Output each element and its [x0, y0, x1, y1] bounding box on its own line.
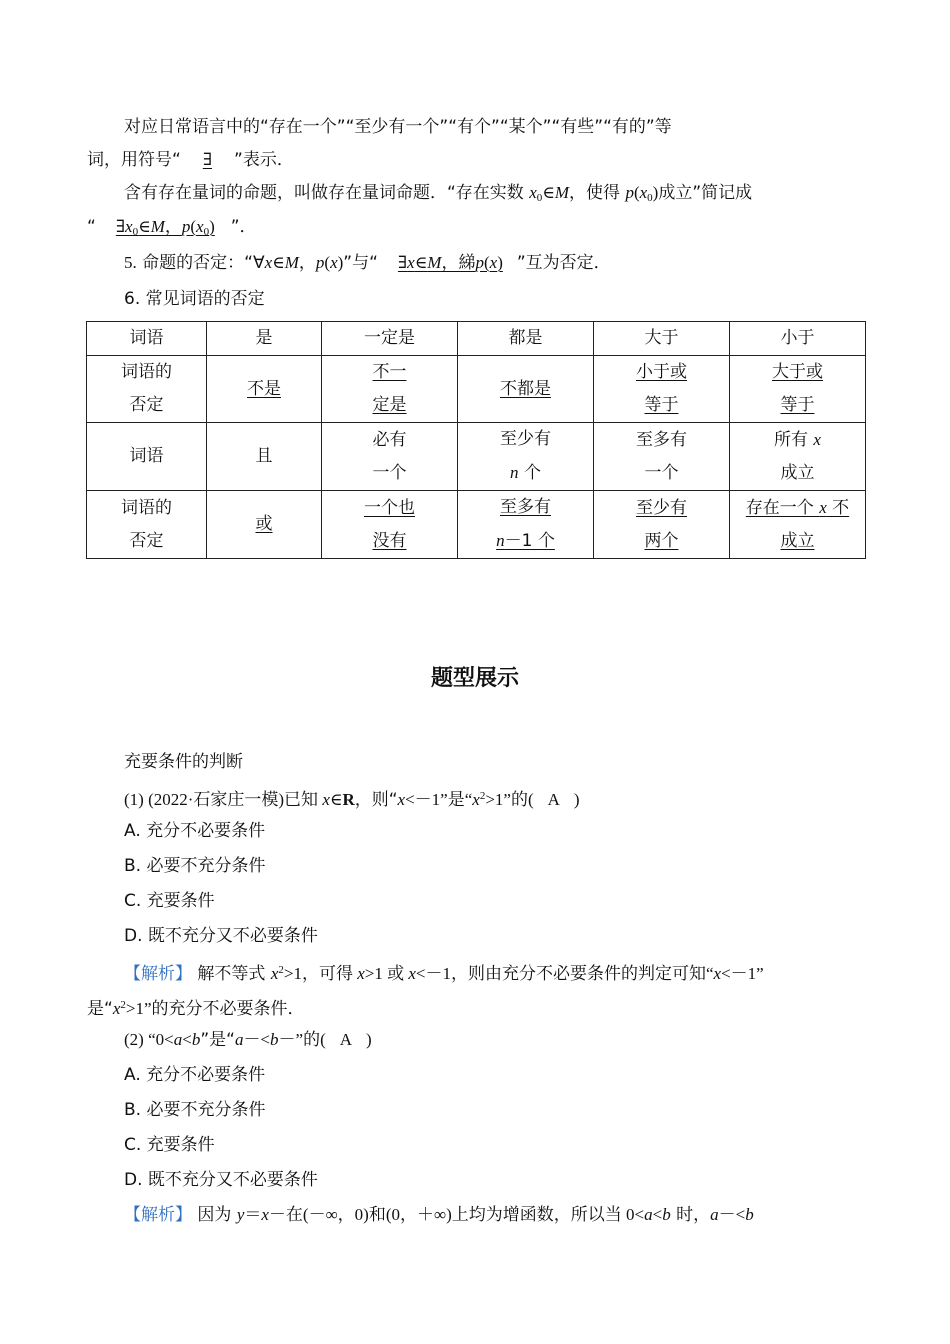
- math-var: x: [489, 253, 498, 272]
- math-sym: ＝: [244, 1205, 262, 1224]
- cell-answer: 小于或: [636, 362, 687, 382]
- math-var: x: [813, 430, 821, 449]
- blank-answer: ∃: [202, 150, 213, 169]
- table-cell: [322, 491, 458, 559]
- table-cell: [730, 423, 866, 491]
- text-span: ”表示．: [234, 150, 294, 170]
- table-row: [87, 423, 866, 491]
- math-var: p: [625, 183, 634, 202]
- table-cell: 且: [207, 423, 322, 491]
- text-span: ，: [298, 253, 316, 273]
- text-line: [124, 181, 752, 210]
- table-cell: [730, 491, 866, 559]
- text-span: －在(－∞，0)和(0，＋∞)上均为增函数，所以当 0<: [268, 1205, 645, 1224]
- cell-line: [458, 456, 593, 490]
- math-sup: 2: [120, 999, 126, 1011]
- option-c: C. 充要条件: [124, 1135, 215, 1155]
- math-var: M: [150, 217, 165, 236]
- cell-line: 否定: [129, 395, 164, 415]
- section-heading: 题型展示: [430, 666, 519, 691]
- math-sym: (: [190, 217, 197, 236]
- table-cell: [87, 491, 207, 559]
- math-var: x: [322, 790, 330, 809]
- math-var: p: [475, 253, 484, 272]
- cell-answer: 不是: [247, 378, 281, 399]
- cell-answer: 等于: [644, 395, 679, 415]
- option-b: B. 必要不充分条件: [124, 856, 266, 876]
- math-sym: －<: [243, 1030, 271, 1049]
- cell-answer: 或: [255, 514, 273, 534]
- table-row: [87, 322, 866, 356]
- text-span: 命题的否定：“∀: [136, 253, 265, 273]
- text-span: ”．: [230, 217, 257, 237]
- text-line: [87, 148, 294, 172]
- cell-line: 至少有: [500, 429, 551, 449]
- text-span: －1 个: [504, 531, 555, 551]
- table-cell: [322, 356, 458, 423]
- option-b: B. 必要不充分条件: [124, 1100, 266, 1120]
- cell-answer: [458, 524, 593, 558]
- text-span: 词，用符号“: [87, 150, 181, 170]
- math-var: a: [644, 1205, 653, 1224]
- math-var: x: [264, 253, 273, 272]
- math-var: x: [270, 964, 279, 983]
- text-span: 存在一个: [745, 498, 820, 518]
- cell-line: 一个: [372, 462, 407, 483]
- cell-answer: 等于: [780, 395, 815, 415]
- text-span: 解不等式: [192, 964, 271, 984]
- text-span: 不: [826, 498, 850, 518]
- math-var: x: [330, 253, 338, 272]
- math-var: y: [236, 1205, 245, 1224]
- math-sub: 0: [132, 226, 139, 238]
- negation-table: [86, 321, 866, 559]
- table-cell: [730, 356, 866, 423]
- text-span: >1”的充分不必要条件．: [125, 999, 305, 1018]
- text-span: <－1”: [721, 964, 764, 983]
- table-cell: [594, 491, 730, 559]
- math-var: a: [173, 1030, 183, 1049]
- section-title: 6. 常见词语的否定: [124, 289, 265, 309]
- text-span: 因为: [192, 1205, 237, 1225]
- table-cell: [458, 491, 594, 559]
- math-var: n: [510, 463, 519, 482]
- math-set: R: [342, 790, 355, 809]
- cell-answer: 没有: [372, 530, 407, 551]
- cell-line: 成立: [780, 463, 815, 483]
- math-var: M: [284, 253, 299, 272]
- table-cell: [207, 356, 322, 423]
- solution-1: [124, 958, 764, 986]
- option-a: A. 充分不必要条件: [124, 821, 266, 841]
- table-cell: [207, 491, 322, 559]
- table-cell: 大于: [594, 322, 730, 356]
- table-cell: 词语: [87, 322, 207, 356]
- text-span: 时，: [670, 1205, 711, 1225]
- math-sym: －<: [718, 1205, 746, 1224]
- table-cell: [322, 423, 458, 491]
- math-sub: 0: [203, 226, 210, 238]
- table-cell: [594, 356, 730, 423]
- math-var: b: [662, 1205, 671, 1224]
- option-d: D. 既不充分又不必要条件: [124, 1170, 318, 1190]
- text-span: 是“: [87, 999, 113, 1019]
- math-sym: ∈: [542, 183, 555, 202]
- item-number: 5.: [124, 253, 137, 272]
- text-span: >1，可得: [283, 964, 358, 983]
- text-span: ”互为否定．: [516, 253, 611, 273]
- blank-answer: [96, 217, 231, 237]
- text-span: >1 或: [364, 964, 409, 983]
- math-var: x: [713, 964, 722, 983]
- question-1: [124, 784, 580, 812]
- table-cell: [594, 423, 730, 491]
- math-var: x: [408, 964, 416, 983]
- table-cell: [87, 356, 207, 423]
- answer-choice: A: [339, 1030, 353, 1049]
- answer-choice: A: [547, 790, 560, 809]
- cell-answer: 定是: [372, 395, 407, 415]
- math-sym: ): [337, 253, 344, 272]
- text-span: <－1，则由充分不必要条件的判定可知“: [415, 964, 714, 983]
- text-line: [87, 215, 257, 244]
- math-sym: ∈: [272, 253, 285, 272]
- text-span: －”的(: [278, 1030, 326, 1049]
- math-sym: ∈: [329, 790, 343, 809]
- text-span: 所有: [774, 430, 814, 450]
- text-span: 个: [518, 463, 541, 483]
- text-span: <－1”是“: [405, 790, 473, 809]
- math-var: x: [397, 790, 406, 809]
- math-sym: <: [182, 1030, 192, 1049]
- math-var: p: [315, 253, 325, 272]
- table-cell: 都是: [458, 322, 594, 356]
- option-d: D. 既不充分又不必要条件: [124, 926, 318, 946]
- math-sym: ∃: [115, 217, 126, 236]
- text-span: ”是“: [200, 1030, 235, 1050]
- math-var: b: [191, 1030, 201, 1049]
- solution-tag: 【解析】: [124, 1205, 192, 1225]
- text-span: ，则“: [354, 790, 398, 810]
- cell-answer: 不一: [372, 362, 407, 382]
- cell-answer: 一个也: [364, 497, 415, 518]
- solution-2: [124, 1203, 754, 1227]
- math-var: x: [261, 1205, 269, 1224]
- text-span: 含有存在量词的命题，叫做存在量词命题．“存在实数: [124, 183, 530, 203]
- math-var: a: [234, 1030, 244, 1049]
- math-var: x: [196, 217, 204, 236]
- math-sym: ∈: [414, 253, 428, 272]
- text-span: ，: [164, 217, 182, 237]
- math-var: n: [496, 531, 505, 550]
- text-span: ，綈: [441, 253, 476, 273]
- cell-answer: 至多有: [500, 497, 551, 517]
- math-var: x: [407, 253, 415, 272]
- solution-1-cont: [87, 993, 305, 1021]
- cell-line: 至多有: [636, 429, 687, 450]
- math-sym: (: [633, 183, 640, 202]
- math-sym: <: [652, 1205, 663, 1224]
- cell-answer: 至少有: [636, 497, 687, 518]
- math-var: b: [270, 1030, 279, 1049]
- text-span: (2) “0<: [124, 1030, 174, 1049]
- math-sup: 2: [278, 964, 284, 976]
- table-cell: 词语: [87, 423, 207, 491]
- math-var: x: [529, 183, 537, 202]
- cell-line: 词语的: [121, 362, 172, 382]
- math-sym: ): [652, 183, 659, 202]
- table-cell: 一定是: [322, 322, 458, 356]
- solution-tag: 【解析】: [124, 964, 192, 984]
- math-sub: 0: [536, 192, 543, 204]
- text-span: 成立”简记成: [658, 183, 753, 203]
- math-var: p: [181, 217, 191, 236]
- math-sym: ): [497, 253, 503, 272]
- cell-answer: 大于或: [772, 362, 823, 382]
- table-cell: 是: [207, 322, 322, 356]
- math-var: x: [639, 183, 648, 202]
- table-row: [87, 491, 866, 559]
- cell-line: 词语的: [121, 497, 172, 518]
- table-cell: 小于: [730, 322, 866, 356]
- text-span: (1) (2022·石家庄一模)已知: [124, 790, 323, 809]
- blank-answer: [378, 253, 517, 273]
- cell-line: [730, 423, 865, 457]
- cell-line: 一个: [644, 462, 679, 483]
- cell-answer: 不都是: [500, 378, 551, 399]
- math-var: x: [472, 790, 480, 809]
- text-span: ): [573, 790, 580, 809]
- math-var: b: [745, 1205, 754, 1224]
- option-a: A. 充分不必要条件: [124, 1065, 266, 1085]
- question-2: [124, 1028, 372, 1052]
- cell-line: 必有: [372, 429, 407, 450]
- table-row: [87, 356, 866, 423]
- math-sym: (: [483, 253, 490, 272]
- math-sym: ∃: [397, 253, 408, 272]
- math-sub: 0: [647, 192, 653, 204]
- table-cell: [458, 423, 594, 491]
- math-sup: 2: [479, 790, 486, 802]
- cell-answer: 两个: [644, 530, 679, 551]
- topic-title: 充要条件的判断: [124, 752, 243, 772]
- math-sym: ∈: [138, 217, 151, 236]
- cell-line: 否定: [129, 530, 164, 551]
- option-c: C. 充要条件: [124, 891, 215, 911]
- math-var: M: [554, 183, 570, 202]
- table-cell: [458, 356, 594, 423]
- math-var: x: [112, 999, 121, 1018]
- text-span: ): [366, 1030, 372, 1049]
- text-line: 对应日常语言中的“存在一个”“至少有一个”“有个”“某个”“有些”“有的”等: [124, 117, 672, 137]
- cell-answer: 成立: [780, 531, 815, 551]
- math-var: x: [819, 498, 827, 517]
- cell-answer: [730, 491, 865, 525]
- text-line: [124, 251, 611, 275]
- math-var: a: [710, 1205, 719, 1224]
- math-var: x: [125, 217, 133, 236]
- text-span: ，使得: [569, 183, 626, 203]
- text-span: >1”的(: [485, 790, 534, 809]
- math-var: x: [357, 964, 365, 983]
- math-sym: ): [209, 217, 215, 236]
- math-var: M: [427, 253, 442, 272]
- text-span: “: [87, 217, 96, 237]
- math-sym: (: [324, 253, 331, 272]
- text-span: ”与“: [343, 253, 378, 273]
